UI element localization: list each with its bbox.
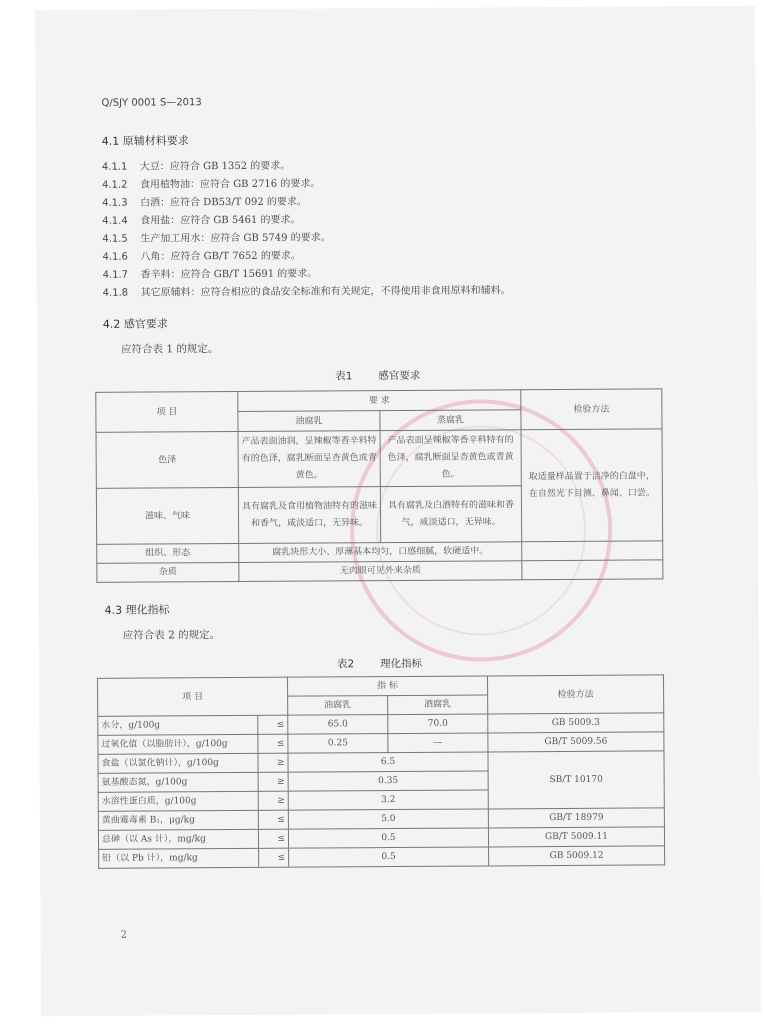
requirement-item: 4.1.3 白酒：应符合 DB53/T 092 的要求。: [102, 196, 307, 209]
table-cell: 产品表面油润，呈辣椒等香辛料特有的色泽，腐乳断面呈杏黄色或青黄色。: [238, 431, 380, 488]
section-4-3-title: 4.3 理化指标: [104, 603, 170, 617]
table-cell-empty: [522, 541, 663, 561]
table-cell: 铅（以 Pb 计），mg/kg: [99, 848, 259, 868]
table-header-method: 检验方法: [488, 675, 664, 714]
table-cell-empty: [522, 560, 663, 580]
table-cell: 0.25: [288, 734, 388, 754]
table-cell: 水溶性蛋白质，g/100g: [98, 791, 258, 811]
table-cell: 黄曲霉毒素 B₁，μg/kg: [98, 810, 258, 830]
table-header-wine-tofu: 蒸腐乳: [380, 410, 521, 431]
table-cell: 滋味、气味: [96, 487, 238, 544]
section-4-1-title: 4.1 原辅材料要求: [101, 134, 189, 148]
table-cell: ≥: [258, 791, 288, 810]
table-cell: GB 5009.3: [488, 713, 664, 733]
section-4-3-paragraph: 应符合表 2 的规定。: [122, 629, 221, 642]
requirement-item: 4.1.5 生产加工用水：应符合 GB 5749 的要求。: [102, 232, 331, 245]
table-header-oil-tofu: 油腐乳: [288, 696, 388, 716]
table-cell: 0.35: [288, 771, 488, 791]
table-cell: ≤: [258, 810, 288, 829]
table-cell: 食盐（以氯化钠计），g/100g: [98, 753, 258, 773]
table-cell: 具有腐乳及白酒特有的滋味和香气，咸淡适口，无异味。: [380, 486, 521, 543]
table-header-requirements: 要 求: [238, 390, 521, 412]
table-cell: GB/T 5009.11: [488, 827, 664, 847]
requirement-item: 4.1.8 其它原辅料：应符合相应的食品安全标准和有关规定，不得使用非食用原料和辅料。: [102, 285, 511, 299]
table-cell: ≥: [258, 753, 288, 772]
table-cell: 水分，g/100g: [98, 715, 258, 735]
table-cell: 组织、形态: [97, 543, 239, 563]
table-cell: ≥: [258, 772, 288, 791]
table-cell: 过氧化值（以脂肪计），g/100g: [98, 734, 258, 754]
document-page: [35, 6, 761, 1016]
page-number: 2: [120, 929, 127, 941]
table-header-item: 项 目: [96, 391, 238, 432]
table-cell: 65.0: [288, 715, 388, 735]
table-cell: 0.5: [288, 828, 488, 848]
table-cell: —: [388, 733, 488, 753]
table-cell: 5.0: [288, 809, 488, 829]
sensory-requirements-table: [95, 388, 663, 582]
table-header-item: 项 目: [98, 677, 288, 716]
table-cell: GB/T 18979: [488, 808, 664, 828]
requirement-item: 4.1.6 八角：应符合 GB/T 7652 的要求。: [102, 250, 301, 263]
table-cell: 腐乳块形大小、厚薄基本均匀，口感细腻，软硬适中。: [239, 542, 522, 563]
table-cell: 具有腐乳及食用植物油特有的滋味和香气，咸淡适口，无异味。: [238, 487, 380, 544]
table-cell: ≤: [259, 848, 289, 867]
table-cell-method: 取适量样品置于洁净的白盘中，在自然光下目测、鼻闻、口尝。: [521, 429, 663, 542]
table-cell: 色泽: [96, 431, 238, 488]
table-cell-method: SB/T 10170: [488, 751, 664, 809]
table-cell: GB 5009.12: [489, 846, 665, 866]
table-cell: 3.2: [288, 790, 488, 810]
table-cell: 氨基酸态氮，g/100g: [98, 772, 258, 792]
table-2-caption: 表2 理化指标: [336, 657, 423, 671]
table-header-wine-tofu: 酒腐乳: [388, 695, 488, 715]
table-cell: 70.0: [388, 714, 488, 734]
table-cell: 6.5: [288, 752, 488, 772]
table-cell: 无肉眼可见外来杂质: [239, 561, 522, 582]
table-header-method: 检验方法: [521, 389, 662, 430]
table-cell: 产品表面呈辣椒等香辛料特有的色泽，腐乳断面呈杏黄色或青黄色。: [380, 430, 521, 487]
table-cell: 杂质: [97, 562, 239, 582]
table-header-indicators: 指 标: [288, 676, 488, 696]
table-header-oil-tofu: 油腐乳: [238, 411, 380, 432]
document-code: Q/SJY 0001 S—2013: [101, 97, 202, 109]
section-4-2-paragraph: 应符合表 1 的规定。: [120, 343, 219, 356]
requirement-item: 4.1.2 食用植物油：应符合 GB 2716 的要求。: [101, 178, 321, 191]
requirement-item: 4.1.4 食用盐：应符合 GB 5461 的要求。: [102, 214, 301, 227]
table-cell: 总砷（以 As 计），mg/kg: [98, 829, 258, 849]
requirement-item: 4.1.1 大豆：应符合 GB 1352 的要求。: [101, 160, 291, 173]
table-1-caption: 表1 感官要求: [335, 369, 421, 383]
requirement-item: 4.1.7 香辛料：应符合 GB/T 15691 的要求。: [102, 268, 318, 281]
table-cell: ≤: [258, 829, 288, 848]
table-cell: 0.5: [289, 847, 489, 867]
physicochemical-indicators-table: [97, 674, 665, 868]
table-cell: ≤: [258, 734, 288, 753]
table-cell: GB/T 5009.56: [488, 732, 664, 752]
table-cell: ≤: [258, 715, 288, 734]
section-4-2-title: 4.2 感官要求: [102, 317, 168, 331]
